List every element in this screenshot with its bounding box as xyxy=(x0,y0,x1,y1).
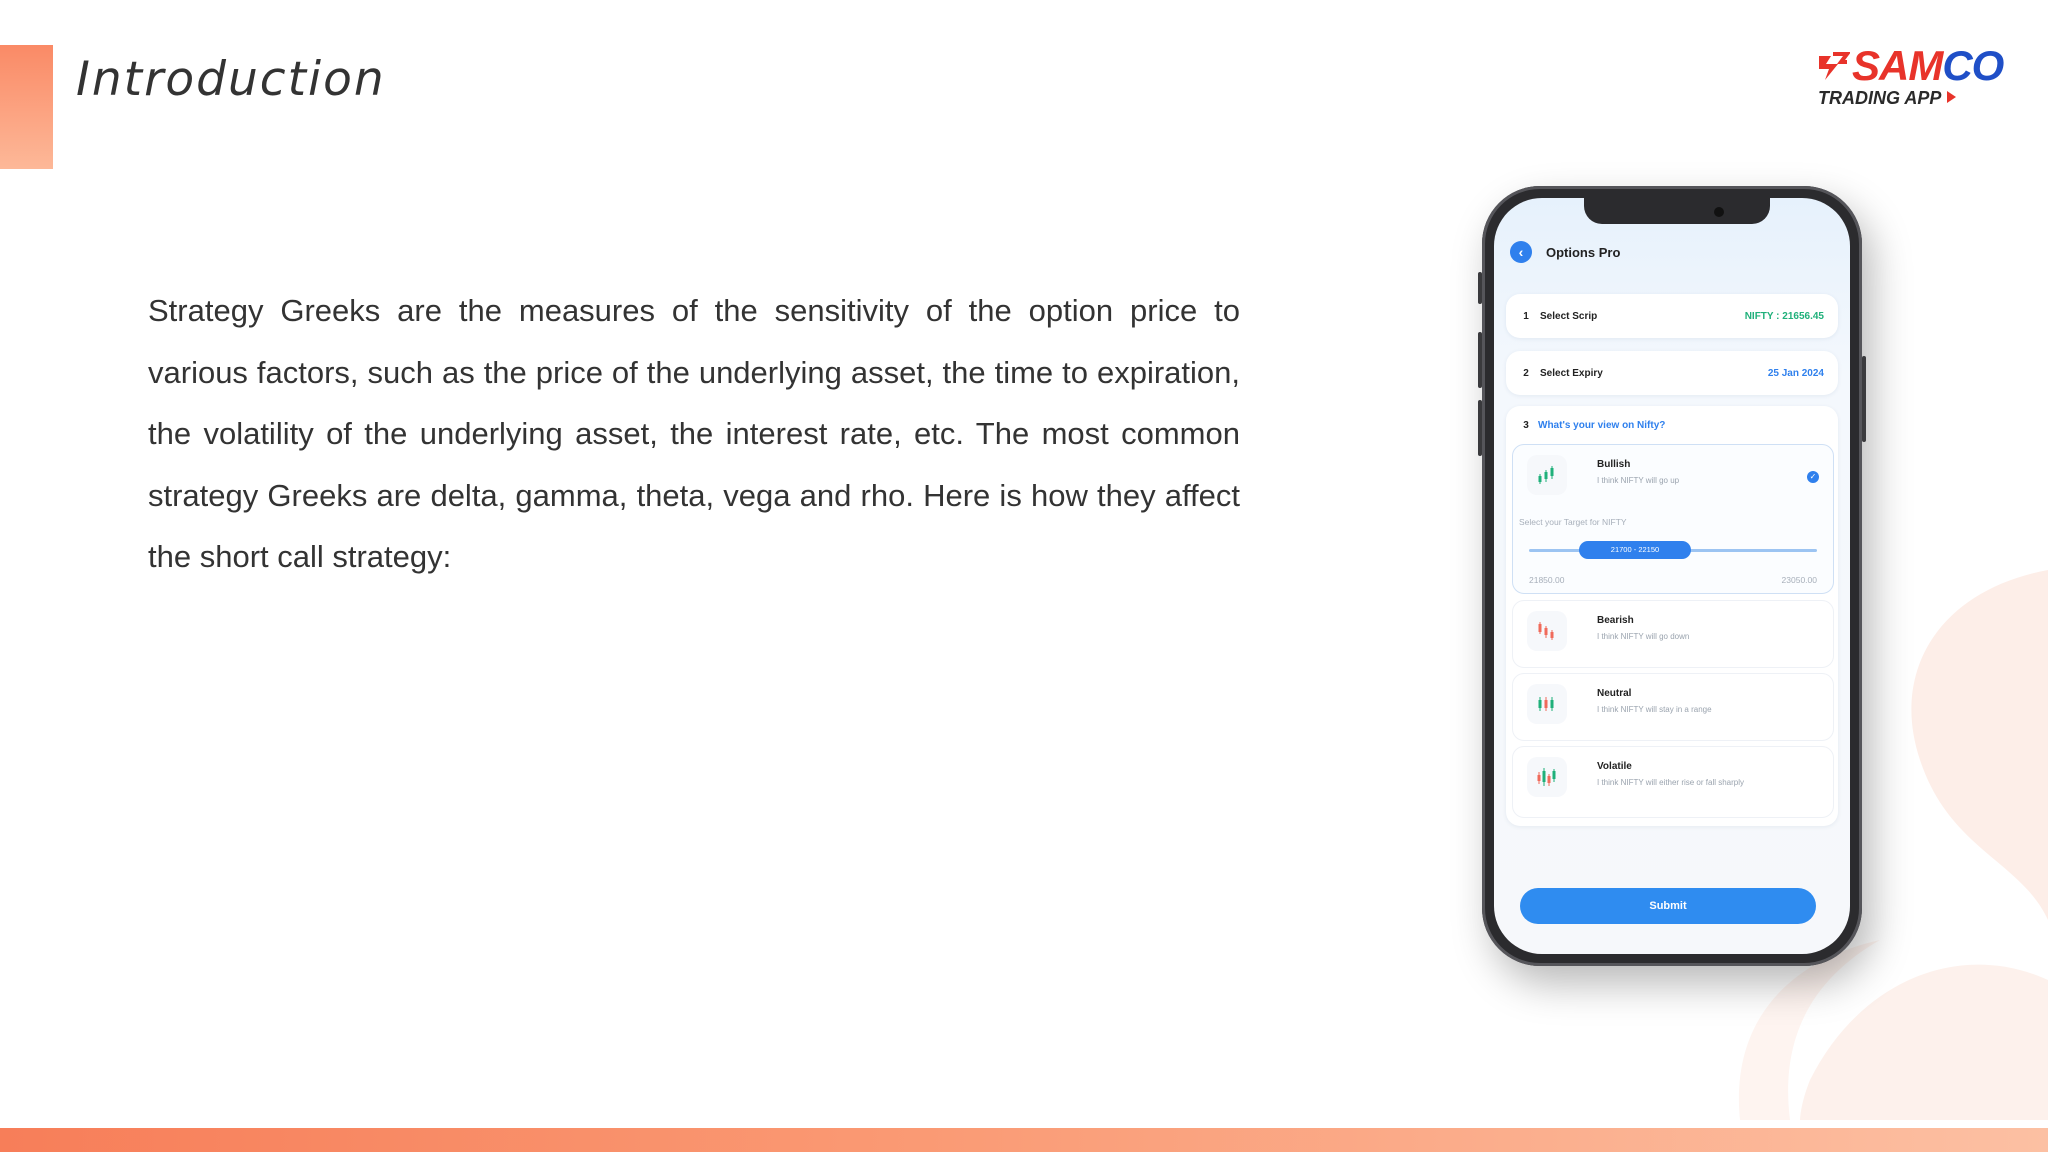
footer-accent-bar xyxy=(0,1128,2048,1152)
view-option-volatile[interactable] xyxy=(1512,746,1834,818)
slide-title: Introduction xyxy=(76,52,386,107)
play-triangle-icon xyxy=(1947,91,1956,103)
phone-notch xyxy=(1584,198,1770,224)
app-header xyxy=(1510,240,1620,264)
step-number: 1 xyxy=(1523,310,1529,322)
slider-max-value: 23050.00 xyxy=(1781,575,1817,585)
back-button[interactable] xyxy=(1510,241,1532,263)
view-option-bullish[interactable] xyxy=(1512,444,1834,594)
market-view-question xyxy=(1514,420,1665,431)
neutral-candles-icon xyxy=(1527,684,1567,724)
option-description: I think NIFTY will stay in a range xyxy=(1597,705,1712,714)
camera-icon xyxy=(1714,207,1724,217)
select-expiry-row[interactable] xyxy=(1506,351,1838,395)
select-scrip-row[interactable] xyxy=(1506,294,1838,338)
option-description: I think NIFTY will go down xyxy=(1597,632,1690,641)
phone-power-button xyxy=(1862,356,1866,442)
samco-emblem-icon xyxy=(1816,50,1850,84)
step-number: 3 xyxy=(1523,420,1529,431)
logo-tagline xyxy=(1818,88,1956,109)
option-name: Bullish xyxy=(1597,459,1631,470)
logo-word-sam: SAM xyxy=(1852,42,1943,89)
view-option-neutral[interactable] xyxy=(1512,673,1834,741)
step-label: Select Scrip xyxy=(1540,310,1598,322)
bearish-candles-icon xyxy=(1527,611,1567,651)
logo-word-co: CO xyxy=(1942,42,2004,89)
selected-scrip-value: NIFTY : 21656.45 xyxy=(1744,310,1824,322)
selected-expiry-value: 25 Jan 2024 xyxy=(1767,367,1824,379)
target-slider-range-handle[interactable]: 21700 - 22150 xyxy=(1579,541,1691,559)
option-name: Volatile xyxy=(1597,761,1632,772)
phone-mockup xyxy=(1482,186,1862,966)
samco-logo xyxy=(1816,42,2016,114)
option-description: I think NIFTY will either rise or fall sharply xyxy=(1597,778,1745,787)
intro-paragraph: Strategy Greeks are the measures of the sensitivity of the option price to various factors, such as the price of the underlying asset, the time to expiration, the volatility of the underlying asset, the interest rate, etc. The most common strategy Greeks are delta, gamma, theta, vega and rho. Here is how they affect the short call strategy: xyxy=(148,293,1240,574)
view-option-bearish[interactable] xyxy=(1512,600,1834,668)
phone-mute-switch xyxy=(1478,272,1482,304)
title-accent-bar xyxy=(0,45,53,169)
app-title: Options Pro xyxy=(1546,244,1621,260)
phone-volume-down xyxy=(1478,400,1482,456)
app-screen xyxy=(1494,198,1850,954)
option-description: I think NIFTY will go up xyxy=(1597,476,1680,485)
bullish-candles-icon xyxy=(1527,455,1567,495)
submit-button[interactable]: Submit xyxy=(1520,888,1816,924)
market-view-panel xyxy=(1506,406,1838,826)
chevron-left-icon: ‹ xyxy=(1518,244,1524,260)
step-label: Select Expiry xyxy=(1540,367,1603,379)
slider-min-value: 21850.00 xyxy=(1529,575,1565,585)
logo-tagline-text: TRADING APP xyxy=(1818,88,1942,108)
option-name: Neutral xyxy=(1597,688,1632,699)
check-circle-icon: ✓ xyxy=(1807,471,1819,483)
question-text: What's your view on Nifty? xyxy=(1538,420,1666,431)
target-label: Select your Target for NIFTY xyxy=(1519,517,1627,527)
phone-volume-up xyxy=(1478,332,1482,388)
logo-wordmark xyxy=(1852,42,2004,89)
step-number: 2 xyxy=(1523,367,1529,379)
option-name: Bearish xyxy=(1597,615,1634,626)
volatile-candles-icon xyxy=(1527,757,1567,797)
